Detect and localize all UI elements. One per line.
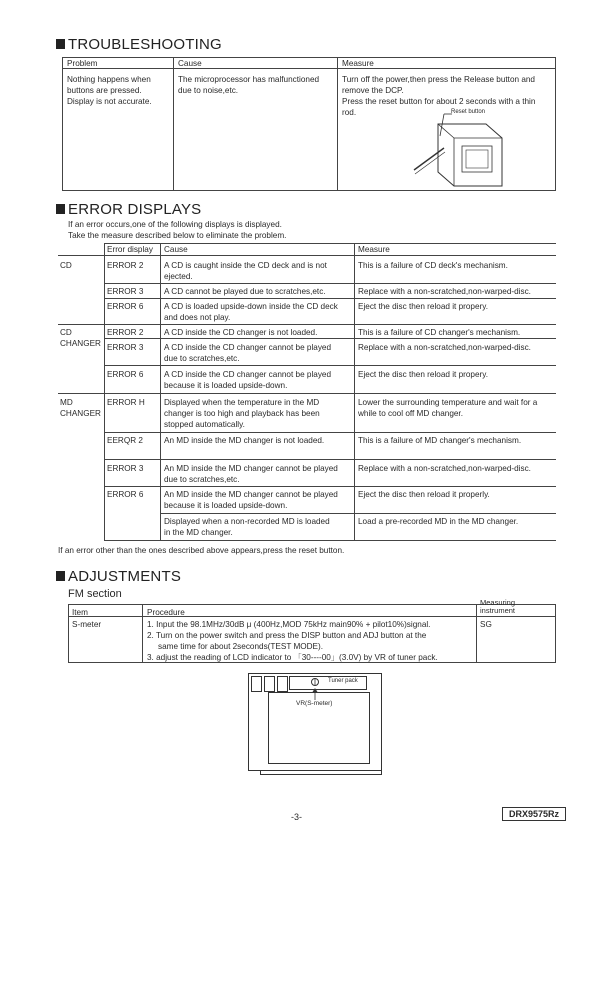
error-cause: An MD inside the MD changer cannot be played because it is loaded upside-down. [164,490,338,510]
adjust-procedure: 1. Input the 98.1MHz/30dB μ (400Hz,MOD 75kHz main90% + pilot10%)signal. 2. Turn on the power switch and press the DISP button and ADJ button at the same time for about 2seconds(TEST MODE). 3. adjust the reading of LCD indicator to 「30----00」(3.0V) by VR of tuner pack. [147,620,438,662]
error-cause: A CD is loaded upside-down inside the CD deck and does not play. [164,302,338,322]
error-measure: Replace with a non-scratched,non-warped-disc. [358,464,531,473]
measure-text: Turn off the power,then press the Release button and remove the DCP. Press the reset button for about 2 seconds with a thin rod. [342,75,536,117]
problem-text: Nothing happens when buttons are pressed. Display is not accurate. [67,75,152,106]
error-footnote: If an error other than the ones described above appears,press the reset button. [58,546,345,555]
cause-text: The microprocessor has malfunctioned due to noise,etc. [178,75,320,95]
header-item: Item [72,608,88,617]
error-code: ERROR 6 [107,490,144,499]
reset-button-illustration [410,108,520,188]
error-code: ERROR 3 [107,343,144,352]
error-cause: An MD inside the MD changer cannot be played due to scratches,etc. [164,464,338,484]
header-procedure: Procedure [147,608,185,617]
section-bullet-icon [56,39,65,49]
header-cause: Cause [178,59,202,68]
vr-knob-icon [310,677,320,687]
error-measure: This is a failure of MD changer's mechanism. [358,436,522,445]
error-cause: A CD inside the CD changer is not loaded. [164,328,318,337]
error-cause: Displayed when a non-recorded MD is loaded in the MD changer. [164,517,330,537]
error-measure: Load a pre-recorded MD in the MD changer. [358,517,519,526]
error-measure: This is a failure of CD changer's mechanism. [358,328,521,337]
error-cause: A CD inside the CD changer cannot be played due to scratches,etc. [164,343,332,363]
vr-s-meter-label: VR(S-meter) [296,700,333,707]
error-code: ERROR 3 [107,464,144,473]
page-number: -3- [291,812,302,822]
error-measure: This is a failure of CD deck's mechanism. [358,261,508,270]
troubleshooting-title: TROUBLESHOOTING [56,36,222,53]
error-code: ERROR 2 [107,261,144,270]
header-measure: Measure [342,59,374,68]
error-cause: Displayed when the temperature in the MD changer is too high and playback has been stopped automatically. [164,398,320,429]
error-measure: Replace with a non-scratched,non-warped-disc. [358,287,531,296]
error-intro-2: Take the measure described below to eliminate the problem. [68,231,287,240]
reset-button-label: Reset button [451,109,486,115]
error-intro-1: If an error occurs,one of the following displays is displayed. [68,220,282,229]
header-instrument: Measuring instrument [480,598,516,615]
error-measure: Eject the disc then reload it propery. [358,302,489,311]
adjustments-title: ADJUSTMENTS [56,568,181,585]
error-code: ERROR 6 [107,370,144,379]
error-code: ERROR 2 [107,328,144,337]
error-cause: An MD inside the MD changer is not loaded. [164,436,325,445]
adjust-instrument: SG [480,620,492,629]
section-bullet-icon [56,571,65,581]
model-number: DRX9575Rz [502,807,566,821]
error-code: ERROR H [107,398,145,407]
error-measure: Eject the disc then reload it propery. [358,370,489,379]
error-code: ERROR 3 [107,287,144,296]
header-error-display: Error display [107,245,153,254]
header-measure: Measure [358,245,390,254]
tuner-pack-label: Tuner pack [328,678,358,684]
group-label-cd-changer: CD CHANGER [60,328,101,348]
header-problem: Problem [67,59,98,68]
error-cause: A CD inside the CD changer cannot be played because it is loaded upside-down. [164,370,332,390]
error-cause: A CD cannot be played due to scratches,etc. [164,287,326,296]
error-measure: Lower the surrounding temperature and wait for a while to cool off MD changer. [358,398,538,418]
error-displays-title: ERROR DISPLAYS [56,201,201,218]
error-cause: A CD is caught inside the CD deck and is not ejected. [164,261,327,281]
adjust-item: S-meter [72,620,102,629]
group-label-cd: CD [60,261,72,270]
error-measure: Replace with a non-scratched,non-warped-disc. [358,343,531,352]
section-bullet-icon [56,204,65,214]
fm-section-subtitle: FM section [68,588,122,600]
arrow-up-icon [311,688,319,700]
header-cause: Cause [164,245,188,254]
error-code: EERQR 2 [107,436,143,445]
error-measure: Eject the disc then reload it properly. [358,490,490,499]
group-label-md-changer: MD CHANGER [60,398,101,418]
error-code: ERROR 6 [107,302,144,311]
